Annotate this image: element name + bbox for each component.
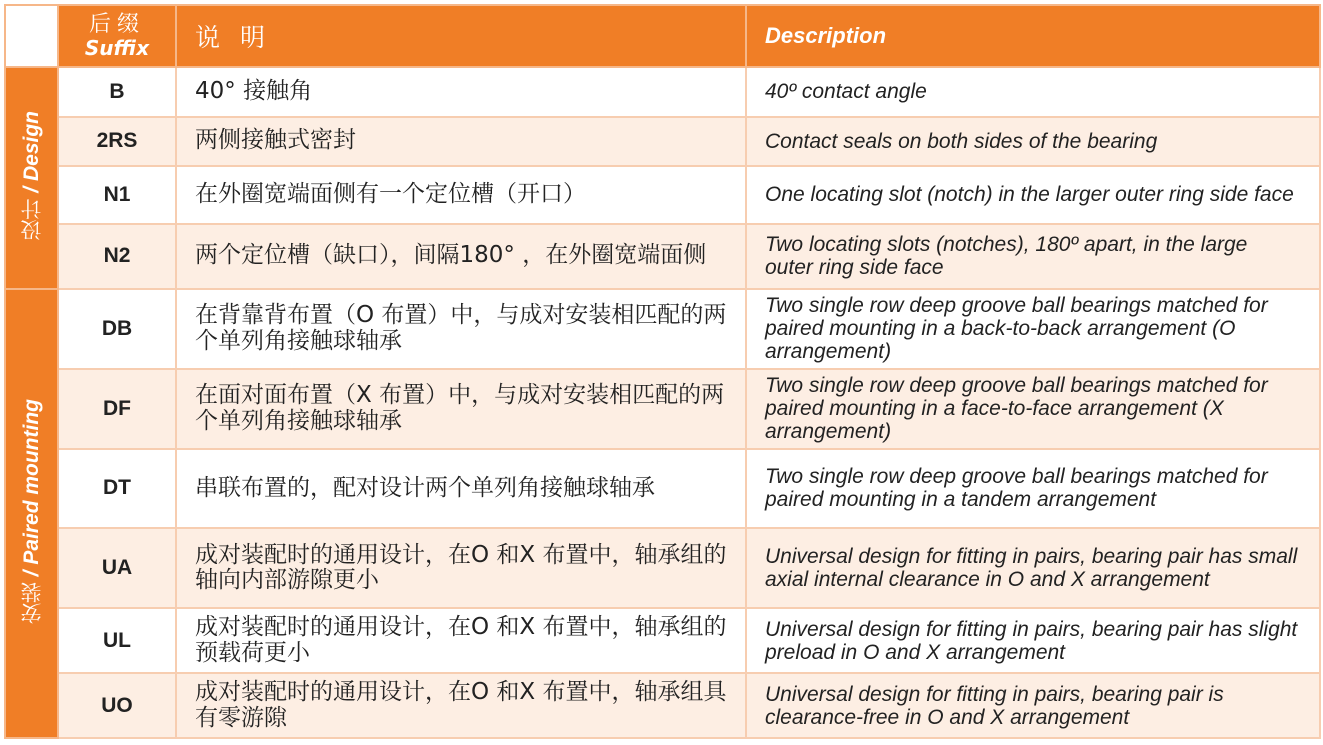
table-row	[5, 289, 1320, 369]
header-corner	[5, 5, 58, 67]
description-en: Two single row deep groove ball bearings matched for paired mounting in a face-to-face arrangement (X arrangement)	[746, 369, 1320, 449]
table-row	[5, 117, 1320, 167]
suffix-code: B	[58, 67, 176, 117]
table-row	[5, 608, 1320, 673]
group-paired-zh: 安装	[19, 581, 44, 624]
description-zh: 成对装配时的通用设计，在O 和X 布置中，轴承组具有零游隙	[176, 673, 746, 738]
description-en: Two single row deep groove ball bearings matched for paired mounting in a tandem arrangement	[746, 449, 1320, 529]
header-suffix-en: Suffix	[84, 35, 150, 60]
description-zh: 成对装配时的通用设计，在O 和X 布置中，轴承组的预载荷更小	[176, 608, 746, 673]
group-paired-en: / Paired mounting	[19, 398, 43, 582]
suffix-table	[4, 4, 1321, 739]
group-design-label	[5, 67, 58, 289]
suffix-code: DT	[58, 449, 176, 529]
table-row	[5, 369, 1320, 449]
suffix-code: UO	[58, 673, 176, 738]
suffix-code: N2	[58, 224, 176, 289]
header-desc-en: Description	[746, 5, 1320, 67]
description-en: Universal design for fitting in pairs, bearing pair is clearance-free in O and X arrangement	[746, 673, 1320, 738]
table-row	[5, 528, 1320, 608]
header-suffix	[58, 5, 176, 67]
description-zh: 成对装配时的通用设计，在O 和X 布置中，轴承组的轴向内部游隙更小	[176, 528, 746, 608]
description-en: 40º contact angle	[746, 67, 1320, 117]
description-zh: 在背靠背布置（O 布置）中，与成对安装相匹配的两个单列角接触球轴承	[176, 289, 746, 369]
description-en: Two single row deep groove ball bearings matched for paired mounting in a back-to-back arrangement (O arrangement)	[746, 289, 1320, 369]
suffix-code: DF	[58, 369, 176, 449]
suffix-code: UA	[58, 528, 176, 608]
description-en: Universal design for fitting in pairs, bearing pair has small axial internal clearance in O and X arrangement	[746, 528, 1320, 608]
table-row	[5, 166, 1320, 224]
header-desc-zh: 说 明	[176, 5, 746, 67]
group-design-zh: 设计	[19, 198, 44, 241]
description-zh: 40° 接触角	[176, 67, 746, 117]
description-en: Universal design for fitting in pairs, bearing pair has slight preload in O and X arrangement	[746, 608, 1320, 673]
description-zh: 两个定位槽（缺口），间隔180° ，在外圈宽端面侧	[176, 224, 746, 289]
header-suffix-zh: 后缀	[88, 12, 145, 38]
suffix-code: 2RS	[58, 117, 176, 167]
suffix-code: DB	[58, 289, 176, 369]
table-row	[5, 673, 1320, 738]
group-paired-label	[5, 289, 58, 738]
suffix-code: UL	[58, 608, 176, 673]
description-zh: 在面对面布置（X 布置）中，与成对安装相匹配的两个单列角接触球轴承	[176, 369, 746, 449]
group-design-en: / Design	[19, 111, 43, 199]
description-en: One locating slot (notch) in the larger outer ring side face	[746, 166, 1320, 224]
description-en: Two locating slots (notches), 180º apart, in the large outer ring side face	[746, 224, 1320, 289]
table-row	[5, 67, 1320, 117]
suffix-code: N1	[58, 166, 176, 224]
description-zh: 在外圈宽端面侧有一个定位槽（开口）	[176, 166, 746, 224]
header-row	[5, 5, 1320, 67]
description-zh: 串联布置的，配对设计两个单列角接触球轴承	[176, 449, 746, 529]
description-zh: 两侧接触式密封	[176, 117, 746, 167]
table-row	[5, 224, 1320, 289]
description-en: Contact seals on both sides of the bearing	[746, 117, 1320, 167]
table-row	[5, 449, 1320, 529]
